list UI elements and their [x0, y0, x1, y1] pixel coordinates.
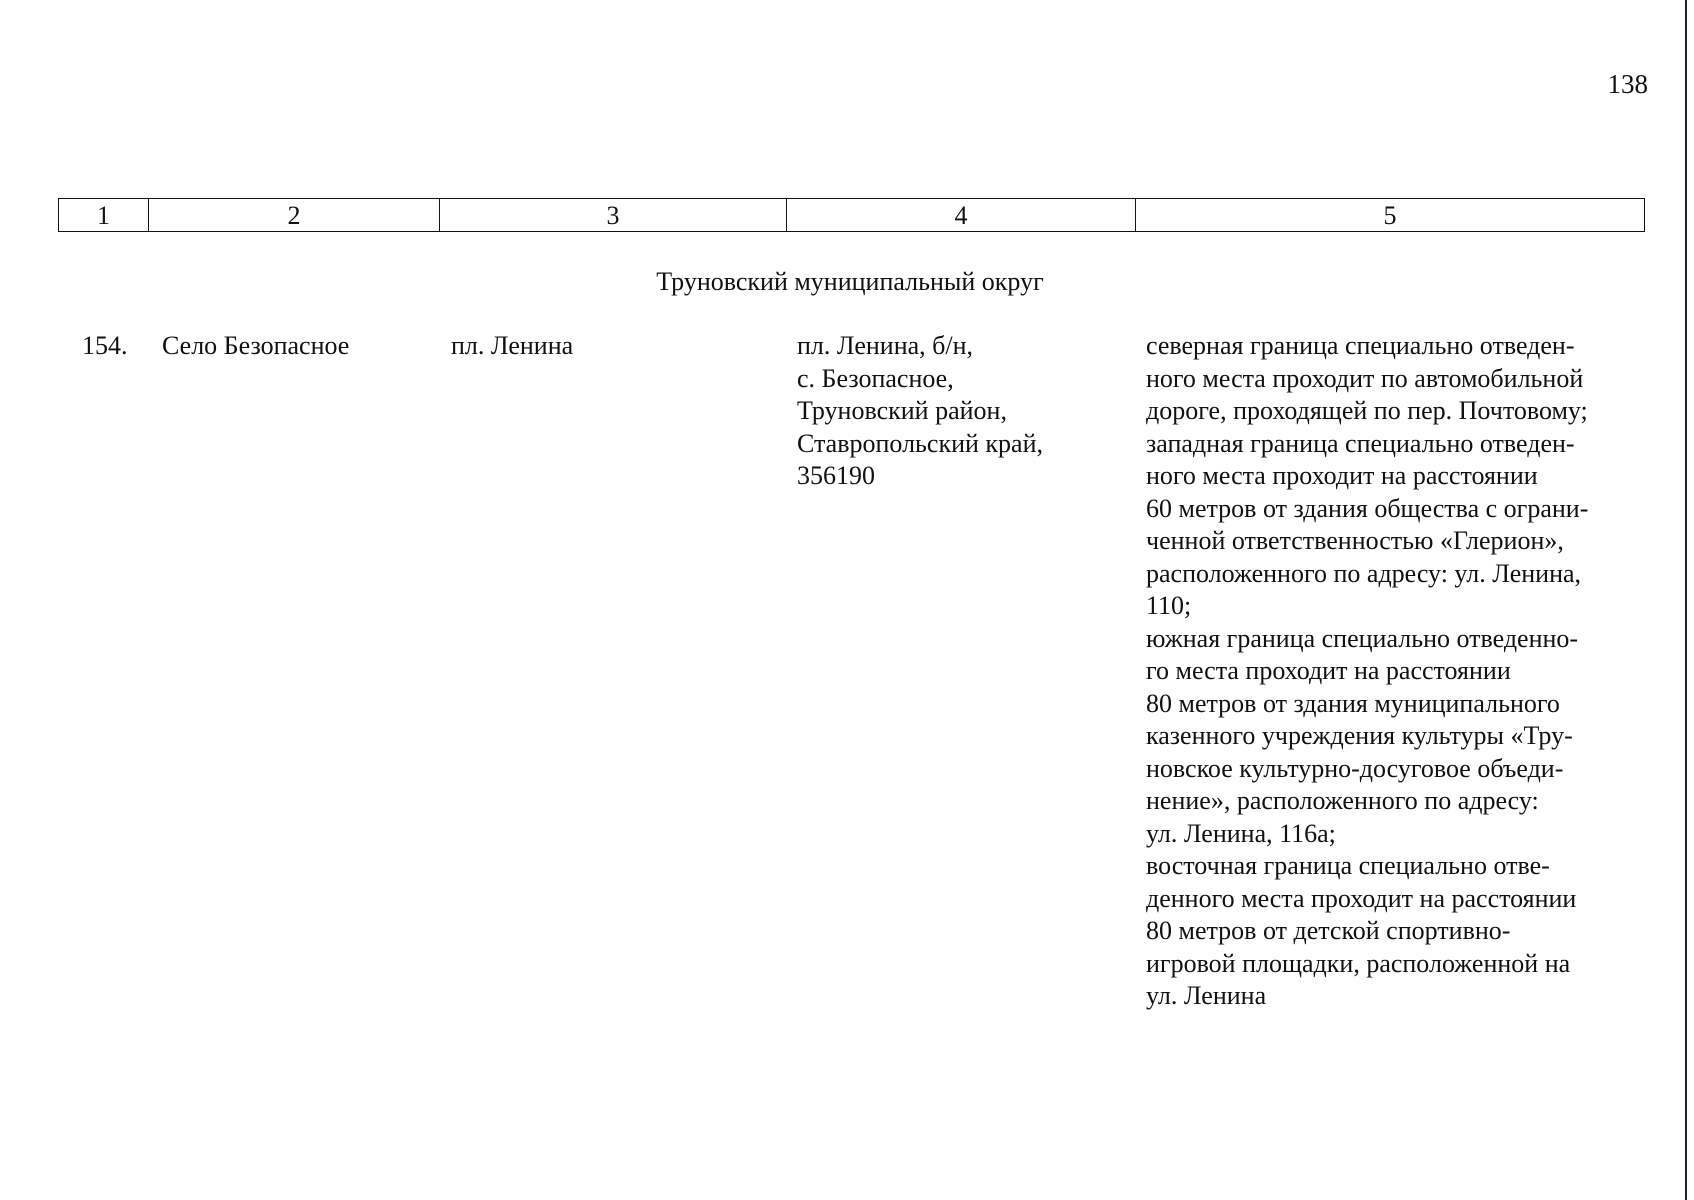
- row-site: пл. Ленина: [451, 331, 574, 360]
- header-col-1: 1: [59, 199, 149, 232]
- boundary-line: ченной ответственностью «Глерион»,: [1146, 526, 1564, 555]
- header-col-2: 2: [149, 199, 440, 232]
- address-line: пл. Ленина, б/н,: [797, 331, 974, 360]
- boundary-line: ного места проходит по автомобильной: [1146, 363, 1584, 393]
- boundary-line: нение», расположенного по адресу:: [1146, 786, 1539, 815]
- boundary-line: ул. Ленина, 116а;: [1146, 818, 1336, 848]
- boundary-line: южная граница специально отведенно-: [1146, 623, 1579, 653]
- header-row: [59, 199, 1645, 232]
- address-line: с. Безопасное,: [797, 363, 954, 393]
- header-col-4: 4: [787, 199, 1136, 232]
- address-line: 356190: [797, 461, 875, 490]
- boundary-line: 110;: [1146, 591, 1192, 620]
- page-edge-line: [1685, 0, 1687, 1200]
- boundary-line: 80 метров от детской спортивно-: [1146, 916, 1511, 945]
- boundary-line: новское культурно-досуговое объеди-: [1146, 753, 1564, 783]
- address-line: Ставропольский край,: [797, 428, 1043, 458]
- boundary-line: восточная граница специально отве-: [1146, 851, 1550, 880]
- boundary-line: 60 метров от здания общества с ограни-: [1146, 493, 1589, 523]
- section-title: Труновский муниципальный округ: [656, 267, 1044, 296]
- row-boundary-description: [1146, 330, 1640, 1013]
- column-number-header: [58, 198, 1645, 232]
- boundary-line: северная граница специально отведен-: [1146, 331, 1575, 360]
- boundary-line: ул. Ленина: [1146, 981, 1267, 1010]
- row-address: [797, 330, 1097, 493]
- boundary-line: казенного учреждения культуры «Тру-: [1146, 721, 1573, 750]
- header-col-5: 5: [1136, 199, 1645, 232]
- boundary-line: дороге, проходящей по пер. Почтовому;: [1146, 396, 1588, 425]
- boundary-line: го места проходит на расстоянии: [1146, 656, 1511, 685]
- boundary-line: ного места проходит на расстоянии: [1146, 461, 1538, 490]
- boundary-line: западная граница специально отведен-: [1146, 428, 1575, 458]
- boundary-line: 80 метров от здания муниципального: [1146, 688, 1560, 718]
- page-number: 138: [1607, 69, 1648, 99]
- row-number: 154.: [82, 331, 128, 360]
- boundary-line: игровой площадки, расположенной на: [1146, 948, 1571, 978]
- row-settlement: Село Безопасное: [162, 331, 350, 360]
- address-line: Труновский район,: [797, 396, 1007, 425]
- header-col-3: 3: [440, 199, 787, 232]
- boundary-line: расположенного по адресу: ул. Ленина,: [1146, 558, 1582, 588]
- boundary-line: денного места проходит на расстоянии: [1146, 883, 1577, 913]
